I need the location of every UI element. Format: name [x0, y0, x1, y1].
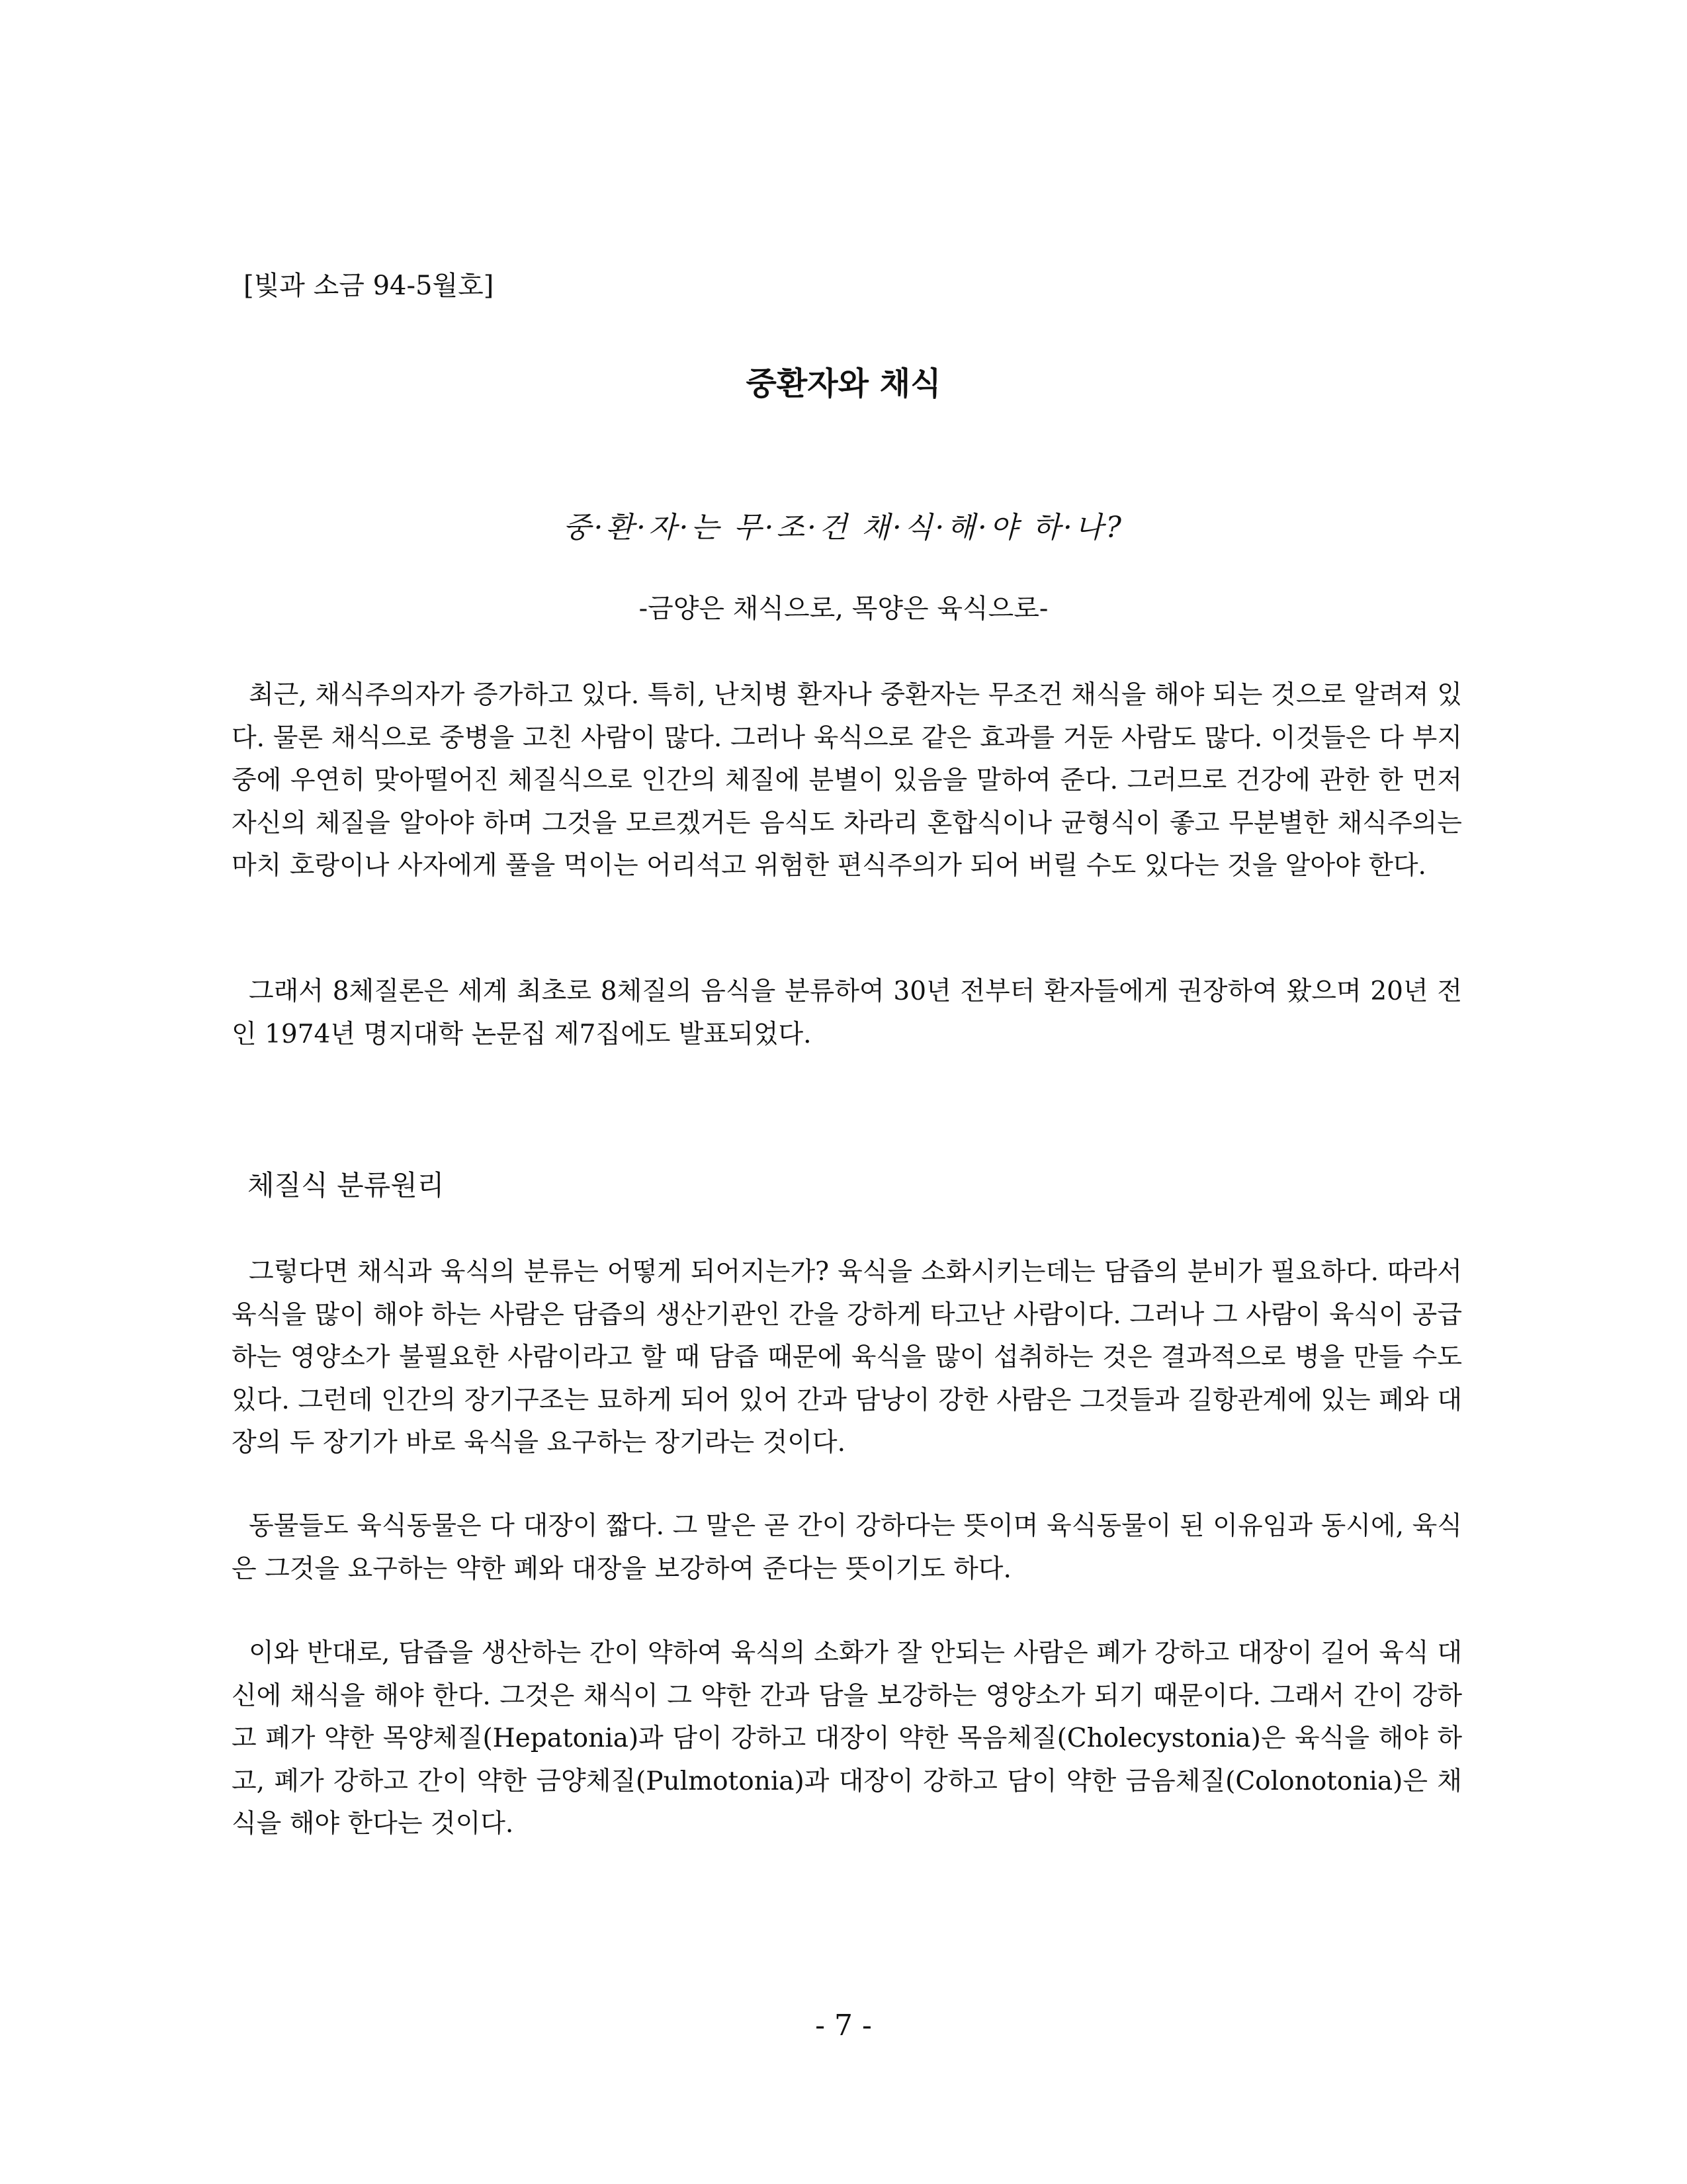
body-paragraph-2: 그래서 8체질론은 세계 최초로 8체질의 음식을 분류하여 30년 전부터 환자들에게 권장하여 왔으며 20년 전인 1974년 명지대학 논문집 제7집에도 발표되었다.: [232, 977, 1462, 1049]
section-paragraph-3: 이와 반대로, 담즙을 생산하는 간이 약하여 육식의 소화가 잘 안되는 사람은 폐가 강하고 대장이 길어 육식 대신에 채식을 해야 한다. 그것은 채식이 그 약한 간과 담을 보강하는 영양소가 되기 때문이다. 그래서 간이 강하고 폐가 약한 목양체질(Hepatonia)과 담이 강하고 대장이 약한 목음체질(Cholecystonia)은 육식을 해야 하고, 폐가 강하고 간이 약한 금양체질(Pulmotonia)과 대장이 강하고 담이 약한 금음체질(Colonotonia)은 채식을 해야 한다는 것이다.: [232, 1638, 1462, 1839]
article-subtitle: 중·환·자·는 무·조·건 채·식·해·야 하·나?: [563, 511, 1124, 545]
page-number: - 7 -: [815, 2009, 872, 2042]
section-paragraph-2: 동물들도 육식동물은 다 대장이 짧다. 그 말은 곧 간이 강하다는 뜻이며 육식동물이 된 이유임과 동시에, 육식은 그것을 요구하는 약한 폐와 대장을 보강하여 준다는 뜻이기도 하다.: [232, 1511, 1462, 1584]
section-heading: 체질식 분류원리: [247, 1169, 445, 1201]
article-title: 중환자와 채식: [746, 365, 941, 402]
source-note: [빛과 소금 94-5월호]: [243, 271, 494, 301]
article-tagline: -금양은 채식으로, 목양은 육식으로-: [638, 593, 1049, 624]
section-paragraph-1: 그렇다면 채식과 육식의 분류는 어떻게 되어지는가? 육식을 소화시키는데는 담즙의 분비가 필요하다. 따라서 육식을 많이 해야 하는 사람은 담즙의 생산기관인 간을 강하게 타고난 사람이다. 그러나 그 사람이 육식이 공급하는 영양소가 불필요한 사람이라고 할 때 담즙 때문에 육식을 많이 섭취하는 것은 결과적으로 병을 만들 수도 있다. 그런데 인간의 장기구조는 묘하게 되어 있어 간과 담낭이 강한 사람은 그것들과 길항관계에 있는 폐와 대장의 두 장기가 바로 육식을 요구하는 장기라는 것이다.: [232, 1257, 1462, 1458]
body-paragraph-1: 최근, 채식주의자가 증가하고 있다. 특히, 난치병 환자나 중환자는 무조건 채식을 해야 되는 것으로 알려져 있다. 물론 채식으로 중병을 고친 사람이 많다. 그러나 육식으로 같은 효과를 거둔 사람도 많다. 이것들은 다 부지중에 우연히 맞아떨어진 체질식으로 인간의 체질에 분별이 있음을 말하여 준다. 그러므로 건강에 관한 한 먼저 자신의 체질을 알아야 하며 그것을 모르겠거든 음식도 차라리 혼합식이나 균형식이 좋고 무분별한 채식주의는 마치 호랑이나 사자에게 풀을 먹이는 어리석고 위험한 편식주의가 되어 버릴 수도 있다는 것을 알아야 한다.: [232, 680, 1462, 881]
